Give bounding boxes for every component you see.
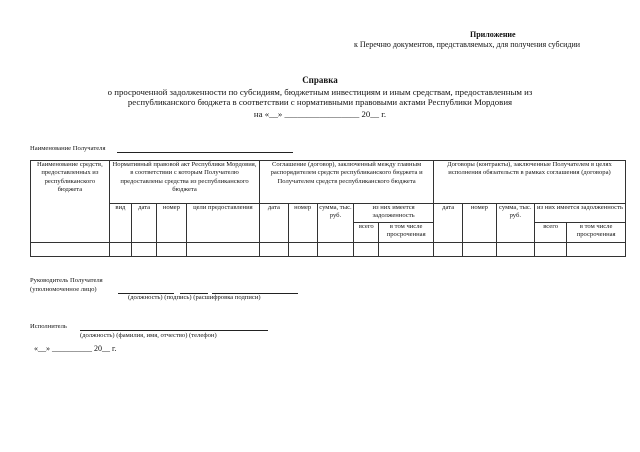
title-line-1: о просроченной задолженности по субсидиям, бюджетным инвестициям и иным средствам, предоставленным из [107,87,533,97]
header-contracts: Договоры (контракты), заключенные Получателем в целях исполнения обязательств в рамках соглашения (договора) [433,161,625,204]
table-cell[interactable] [109,243,131,257]
table-cell[interactable] [288,243,317,257]
executor-line [80,330,268,331]
header-contract-debt-overdue: в том числе просроченная [567,223,626,243]
table-cell[interactable] [317,243,353,257]
document-heading: Справка [302,75,338,85]
header-recipient-name: Наименование средств, предоставленных из республиканского бюджета [31,161,110,243]
header-act-date: дата [131,204,156,243]
title-line-2: республиканского бюджета в соответствии с нормативными правовыми актами Республики Мордовия [127,97,513,107]
debt-table [30,160,626,257]
header-agreement-number: номер [288,204,317,243]
table-cell[interactable] [567,243,626,257]
header-agreement-debt-total: всего [354,223,379,243]
recipient-label: Наименование Получателя [30,145,106,152]
header-contract-amount: сумма, тыс. руб. [496,204,534,243]
appendix-subtitle: к Перечню документов, представляемых, для получения субсидии [354,40,581,49]
header-agreement-date: дата [260,204,288,243]
table-cell[interactable] [131,243,156,257]
report-date-line: на «__» _________________ 20__ г. [253,109,387,119]
table-cell[interactable] [534,243,566,257]
header-agreement: Соглашение (договор), заключенный между главным распорядителем средств республиканского бюджета и Получателем средств республиканского бюджета [260,161,434,204]
table-cell[interactable] [31,243,110,257]
recipient-name-line [117,152,293,153]
header-act-purpose: цели предоставления [186,204,260,243]
table-cell[interactable] [186,243,260,257]
header-contract-debt-total: всего [534,223,566,243]
header-agreement-debt-overdue: в том числе просроченная [379,223,434,243]
table-cell[interactable] [496,243,534,257]
header-contract-number: номер [463,204,496,243]
header-legal-act: Нормативный правовой акт Республики Мордовия, в соответствии с которым Получателю предоставлены средства из республиканского бюджета [109,161,259,204]
head-sub-label: (уполномоченное лицо) [30,286,97,293]
head-caption: (должность) (подпись) (расшифровка подписи) [128,294,261,301]
executor-label: Исполнитель [30,323,67,330]
header-agreement-amount: сумма, тыс. руб. [317,204,353,243]
signature-date-line: «__» __________ 20__ г. [34,344,117,353]
table-cell[interactable] [433,243,462,257]
executor-caption: (должность) (фамилия, имя, отчество) (телефон) [80,332,217,339]
header-contract-date: дата [433,204,462,243]
table-cell[interactable] [379,243,434,257]
header-act-number: номер [157,204,186,243]
head-label: Руководитель Получателя [30,277,103,284]
table-cell[interactable] [260,243,288,257]
table-cell[interactable] [463,243,496,257]
header-act-type: вид [109,204,131,243]
header-agreement-debt: из них имеется задолженность [354,204,434,223]
table-cell[interactable] [354,243,379,257]
table-row [31,243,626,257]
appendix-title: Приложение [470,30,516,39]
table-cell[interactable] [157,243,186,257]
header-contract-debt: из них имеется задолженность [534,204,625,223]
